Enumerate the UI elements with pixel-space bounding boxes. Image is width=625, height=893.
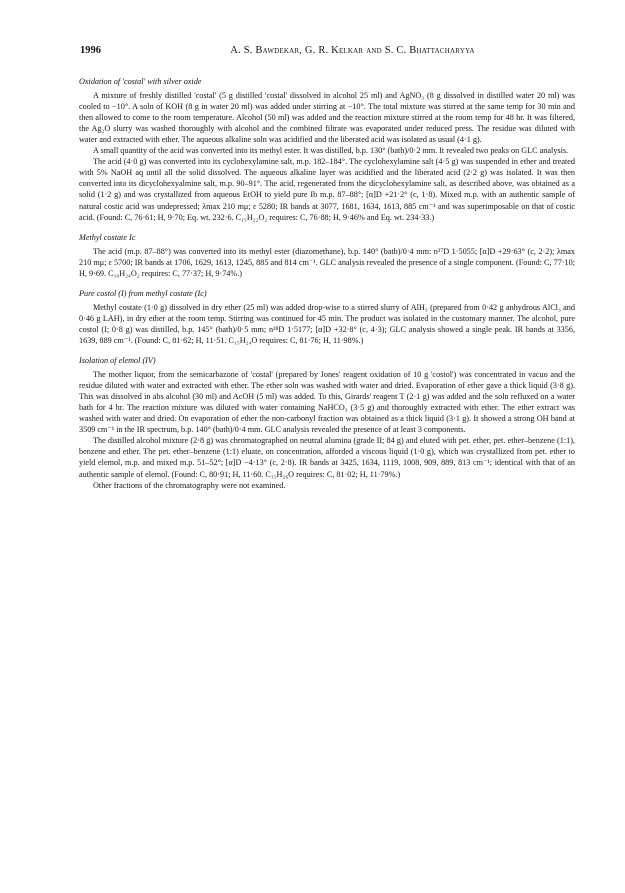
section-heading: Oxidation of 'costal' with silver oxide (79, 77, 202, 86)
section-heading: Isolation of elemol (IV) (79, 356, 156, 366)
paragraph: Methyl costate (1·0 g) dissolved in dry ether (25 ml) was added drop-wise to a stirred slurry of AlH₃ (prepared from 0·42 g anhydrous AlCl₃ and 0·46 g LAH), in dry ether at the room temp. Stirring was continued for 45 min. The product was isolated in the customary manner. The alcohol, pure costol (I; 0·8 g) was distilled, b.p. 145° (bath)/0·5 mm; n²⁸D 1·5177; [α]D +32·8° (c, 4·3); GLC analysis showed a single peak. IR bands at 3356, 1639, 889 cm⁻¹. (Found: C, 81·62; H, 11·51. C₁₅H₂₄O requires: C, 81·76; H, 11·98%.) (79, 302, 575, 345)
paragraph: A mixture of freshly distilled 'costal' (5 g distilled 'costal' dissolved in alcohol 25 ml) and AgNO₃ (8 g dissolved in distilled water 20 ml) was cooled to −10°. A soln of KOH (8 g in water 20 ml) was added under stirring at −10°. The total mixture was stirred at the same temp for 30 min and then allowed to come to the room temperature. Alcohol (50 ml) was added and the reaction mixture stirred at the room temp for 48 hr. It was filtered, the Ag₂O slurry was washed thoroughly with alcohol and the combined filtrate was evaporated under reduced press. The residue was diluted with water and extracted with ether. The aqueous alkaline soln was acidified and the liberated acid was isolated as usual (4·1 g). (79, 91, 575, 145)
section-pure-costol (79, 288, 575, 346)
paragraph: The distilled alcohol mixture (2·8 g) was chromatographed on neutral alumina (grade II; 84 g) and eluted with pet. ether, pet. ether–benzene (1:1), benzene and ether. The pet. ether–benzene (1:1) eluate, on concentration, afforded a viscous liquid (1·0 g), which was crystallized from pet. ether to yield elemol, m.p. and mixed m.p. 51–52°; [α]D −4·13° (c, 2·8). IR bands at 3425, 1634, 1119, 1008, 909, 889, 813 cm⁻¹; identical with that of an authentic sample of elemol. (Found: C, 80·91; H, 11·60. C₁₅H₂₆O requires: C, 81·02; H, 11·79%.) (79, 436, 575, 479)
paragraph: The acid (4·0 g) was converted into its cyclohexylamine salt, m.p. 182–184°. The cyclohexylamine salt (4·5 g) was suspended in ether and treated with 5% NaOH aq until all the solid dissolved. The aqueous alkaline layer was acidified and the liberated acid (2·2 g) was isolated. It was then converted into its dicyclohexyalmine salt, m.p. 90–91°. The acid, regenerated from the dicyclohexylamine salt, as described above, was obtained as a solid (1·2 g) and was crystallized from aqueous EtOH to yield pure Ib m.p. 87–88°; [α]D +21·2° (c, 1·8). Mixed m.p. with an authentic sample of natural costic acid was undepressed; λmax 210 mμ; ε 5280; IR bands at 3077, 1681, 1634, 1613, 885 cm⁻¹ and was superimposable on that of costic acid. (Found: C, 76·61; H, 9·70; Eq. wt. 232·6. C₁₅H₂₂O₂ requires: C, 76·88; H, 9·46% and Eq. wt. 234·33.) (79, 157, 575, 222)
paragraph: The acid (m.p. 87–88°) was converted into its methyl ester (diazomethane), b.p. 140° (bath)/0·4 mm: n²⁷D 1·5055; [α]D +29·63° (c, 2·2); λmax 210 mμ; ε 5700; IR bands at 1706, 1629, 1613, 1245, 885 and 814 cm⁻¹. GLC analysis revealed the presence of a single component. (Found: C, 77·10; H, 9·69. C₁₆H₂₄O₂ requires: C, 77·37; H, 9·74%.) (79, 246, 575, 278)
running-head (40, 44, 580, 58)
section-heading: Methyl costate Ic (79, 232, 136, 242)
article-body (79, 76, 575, 491)
running-head-authors: A. S. Bawdekar, G. R. Kelkar and S. C. Bhattacharyya (230, 45, 475, 56)
page-number: 1996 (80, 45, 101, 56)
paragraph: Other fractions of the chromatography were not examined. (93, 480, 286, 490)
section-methyl-costate (79, 232, 575, 279)
section-elemol (79, 355, 575, 491)
section-heading: Pure costol (I) from methyl costate (Ic) (79, 288, 207, 298)
section-oxidation (79, 76, 575, 223)
paragraph: The mother liquor, from the semicarbazone of 'costal' (prepared by Jones' reagent oxidation of 10 g 'costol') was concentrated in vacuo and the residue diluted with water and extracted with ether. The ether soln was washed with water and dried. Evaporation of ether gave a thick liquid (3·8 g). This was dissolved in abs alcohol (30 ml) and AcOH (5 ml) was added. To this, Girards' reagent T (2·1 g) was added and the soln refluxed on a water bath for 4 hr. The reaction mixture was diluted with water containing NaHCO₃ (3·5 g) and thoroughly extracted with ether. The ether extract was washed with water and dried. On evaporation of ether the non-carbonyl fraction was obtained as a thick liquid (3·1 g). It showed a strong OH band at 3509 cm⁻¹ in the IR spectrum, b.p. 140° (bath)/0·4 mm. GLC analysis revealed the presence of at least 3 components. (79, 370, 575, 435)
paragraph: A small quantity of the acid was converted into its methyl ester. It was distilled, b.p. 130° (bath)/0·2 mm. It revealed two peaks on GLC analysis. (93, 146, 569, 156)
